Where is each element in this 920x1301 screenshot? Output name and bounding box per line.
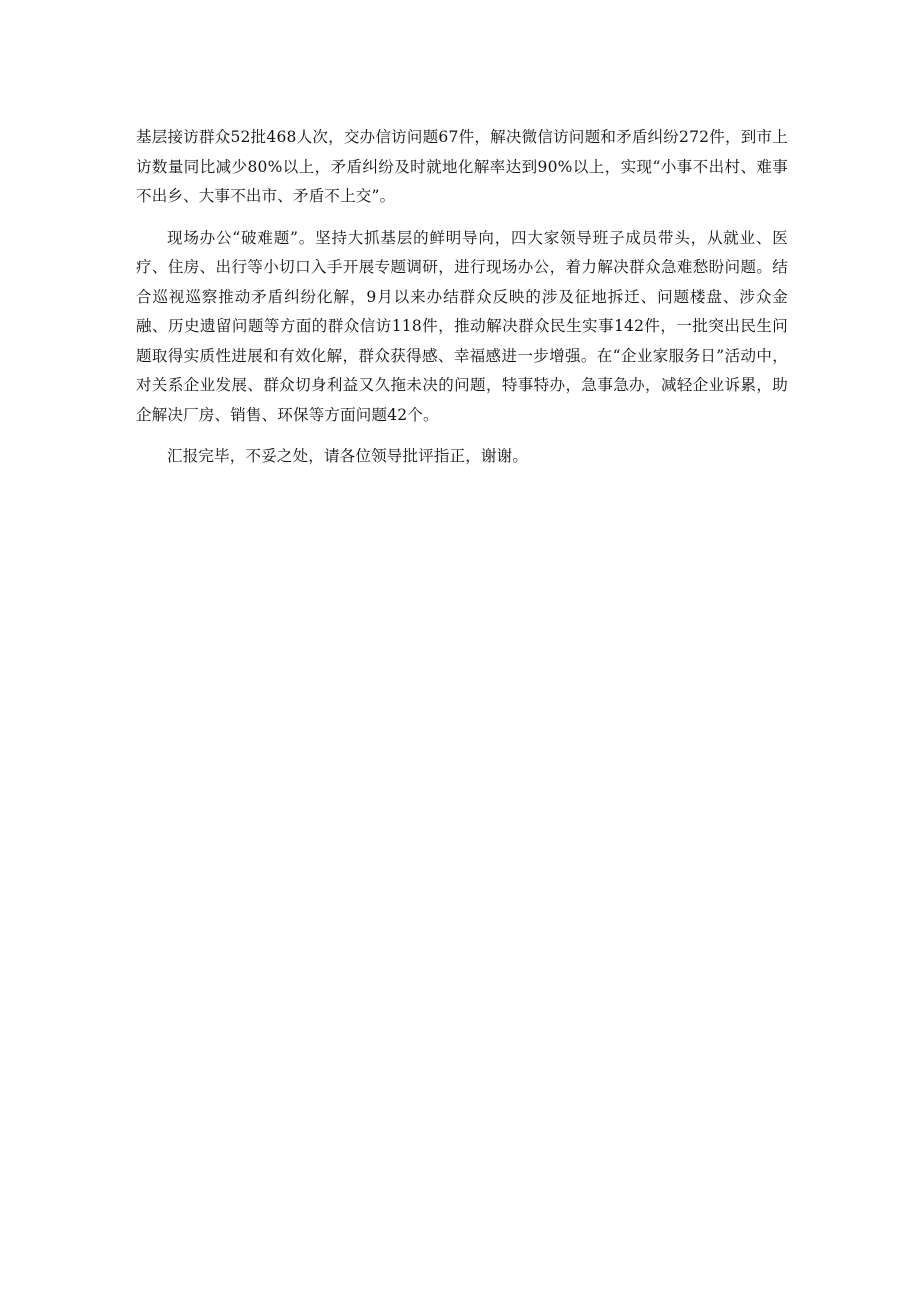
paragraph-closing-remarks: 汇报完毕，不妥之处，请各位领导批评指正，谢谢。 [167,447,529,465]
document-body [136,123,788,484]
paragraph-petition-statistics: 基层接访群众52批468人次，交办信访问题67件，解决微信访问题和矛盾纠纷272件，到市上访数量同比减少80%以上，矛盾纠纷及时就地化解率达到90%以上，实现“小事不出村、难事不出乡、大事不出市、矛盾不上交”。 [136,128,788,205]
paragraph-onsite-office: 现场办公“破难题”。坚持大抓基层的鲜明导向，四大家领导班子成员带头，从就业、医疗、住房、出行等小切口入手开展专题调研，进行现场办公，着力解决群众急难愁盼问题。结合巡视巡察推动矛盾纠纷化解，9月以来办结群众反映的涉及征地拆迁、问题楼盘、涉众金融、历史遗留问题等方面的群众信访118件，推动解决群众民生实事142件，一批突出民生问题取得实质性进展和有效化解，群众获得感、幸福感进一步增强。在“企业家服务日”活动中，对关系企业发展、群众切身利益又久拖未决的问题，特事特办，急事急办，减轻企业诉累，助企解决厂房、销售、环保等方面问题42个。 [136,228,788,424]
